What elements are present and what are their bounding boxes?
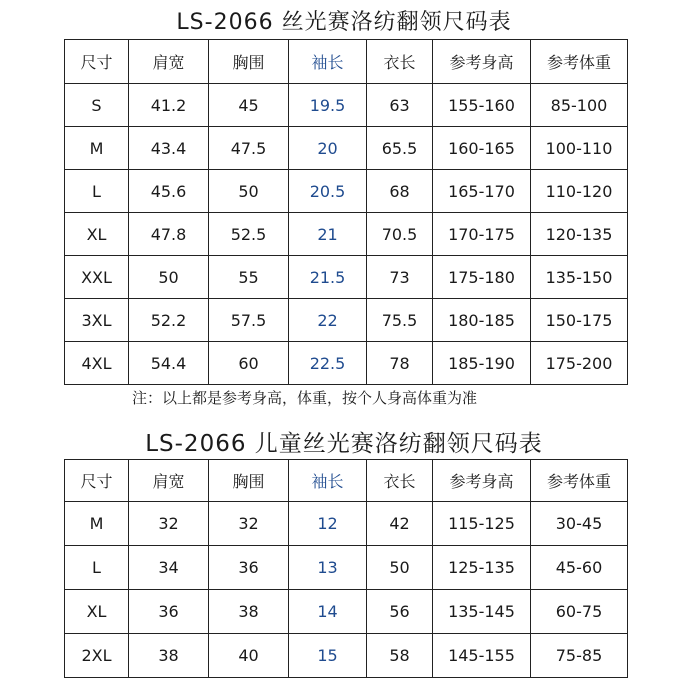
table-cell: 36 — [209, 546, 289, 590]
table-cell: 45.6 — [129, 170, 209, 213]
kids-size-chart-title: LS-2066 儿童丝光赛洛纺翻领尺码表 — [145, 431, 543, 457]
adult-size-chart-title: LS-2066 丝光赛洛纺翻领尺码表 — [176, 10, 512, 35]
header-cell-shoulder: 肩宽 — [129, 40, 209, 84]
table-row — [65, 502, 628, 546]
table-cell: 21 — [289, 213, 367, 256]
table-cell: 50 — [129, 256, 209, 299]
table-cell: XL — [65, 213, 129, 256]
table-row — [65, 342, 628, 385]
table-cell: 100-110 — [531, 127, 628, 170]
table-cell: 21.5 — [289, 256, 367, 299]
table-row — [65, 84, 628, 127]
kids-size-table — [64, 459, 628, 678]
table-header-row — [65, 40, 628, 84]
header-cell-chest: 胸围 — [209, 40, 289, 84]
table-cell: 4XL — [65, 342, 129, 385]
table-row — [65, 299, 628, 342]
table-cell: 175-180 — [433, 256, 531, 299]
table-cell: M — [65, 502, 129, 546]
table-cell: L — [65, 546, 129, 590]
table-cell: 120-135 — [531, 213, 628, 256]
table-cell: 155-160 — [433, 84, 531, 127]
table-row — [65, 634, 628, 678]
table-cell: 63 — [367, 84, 433, 127]
table-cell: 45 — [209, 84, 289, 127]
table-cell: 180-185 — [433, 299, 531, 342]
table-cell: 34 — [129, 546, 209, 590]
table-row — [65, 546, 628, 590]
table-cell: 56 — [367, 590, 433, 634]
table-cell: 73 — [367, 256, 433, 299]
table-cell: 2XL — [65, 634, 129, 678]
header-cell-length: 衣长 — [367, 460, 433, 502]
table-cell: 20.5 — [289, 170, 367, 213]
table-cell: 160-165 — [433, 127, 531, 170]
table-cell: 32 — [129, 502, 209, 546]
table-cell: 38 — [129, 634, 209, 678]
table-cell: 54.4 — [129, 342, 209, 385]
header-cell-size: 尺寸 — [65, 460, 129, 502]
table-cell: 50 — [209, 170, 289, 213]
table-cell: 47.8 — [129, 213, 209, 256]
header-cell-size: 尺寸 — [65, 40, 129, 84]
table-cell: L — [65, 170, 129, 213]
table-cell: 42 — [367, 502, 433, 546]
table-cell: 38 — [209, 590, 289, 634]
table-cell: 110-120 — [531, 170, 628, 213]
table-cell: 13 — [289, 546, 367, 590]
table-cell: 32 — [209, 502, 289, 546]
header-cell-chest: 胸围 — [209, 460, 289, 502]
table-cell: 3XL — [65, 299, 129, 342]
header-cell-weight: 参考体重 — [531, 40, 628, 84]
table-cell: 185-190 — [433, 342, 531, 385]
table-cell: 55 — [209, 256, 289, 299]
table-cell: 78 — [367, 342, 433, 385]
header-cell-weight: 参考体重 — [531, 460, 628, 502]
table-cell: 52.5 — [209, 213, 289, 256]
header-cell-shoulder: 肩宽 — [129, 460, 209, 502]
table-cell: 135-150 — [531, 256, 628, 299]
table-cell: 68 — [367, 170, 433, 213]
table-cell: 52.2 — [129, 299, 209, 342]
table-cell: 75.5 — [367, 299, 433, 342]
table-cell: 65.5 — [367, 127, 433, 170]
table-cell: 41.2 — [129, 84, 209, 127]
table-header-row — [65, 460, 628, 502]
table-cell: 60 — [209, 342, 289, 385]
header-cell-height: 参考身高 — [433, 460, 531, 502]
table-cell: 135-145 — [433, 590, 531, 634]
table-cell: 20 — [289, 127, 367, 170]
table-cell: 150-175 — [531, 299, 628, 342]
table-row — [65, 590, 628, 634]
table-cell: 47.5 — [209, 127, 289, 170]
table-cell: 57.5 — [209, 299, 289, 342]
table-cell: 60-75 — [531, 590, 628, 634]
table-cell: 15 — [289, 634, 367, 678]
table-cell: 145-155 — [433, 634, 531, 678]
table-cell: 175-200 — [531, 342, 628, 385]
table-cell: XL — [65, 590, 129, 634]
table-cell: 22.5 — [289, 342, 367, 385]
table-cell: 30-45 — [531, 502, 628, 546]
table-cell: XXL — [65, 256, 129, 299]
table-cell: 22 — [289, 299, 367, 342]
table-cell: 115-125 — [433, 502, 531, 546]
header-cell-length: 衣长 — [367, 40, 433, 84]
table-cell: 70.5 — [367, 213, 433, 256]
table-row — [65, 127, 628, 170]
size-note: 注：以上都是参考身高，体重，按个人身高体重为准 — [132, 389, 478, 407]
table-cell: S — [65, 84, 129, 127]
table-row — [65, 213, 628, 256]
table-cell: 170-175 — [433, 213, 531, 256]
table-cell: 75-85 — [531, 634, 628, 678]
table-cell: 125-135 — [433, 546, 531, 590]
table-cell: 40 — [209, 634, 289, 678]
table-cell: 45-60 — [531, 546, 628, 590]
header-cell-sleeve: 袖长 — [289, 40, 367, 84]
header-cell-height: 参考身高 — [433, 40, 531, 84]
table-cell: M — [65, 127, 129, 170]
table-row — [65, 256, 628, 299]
table-cell: 12 — [289, 502, 367, 546]
table-cell: 58 — [367, 634, 433, 678]
table-cell: 14 — [289, 590, 367, 634]
table-cell: 19.5 — [289, 84, 367, 127]
header-cell-sleeve: 袖长 — [289, 460, 367, 502]
table-row — [65, 170, 628, 213]
table-cell: 36 — [129, 590, 209, 634]
table-cell: 85-100 — [531, 84, 628, 127]
table-cell: 165-170 — [433, 170, 531, 213]
table-cell: 50 — [367, 546, 433, 590]
adult-size-table — [64, 39, 628, 385]
table-cell: 43.4 — [129, 127, 209, 170]
